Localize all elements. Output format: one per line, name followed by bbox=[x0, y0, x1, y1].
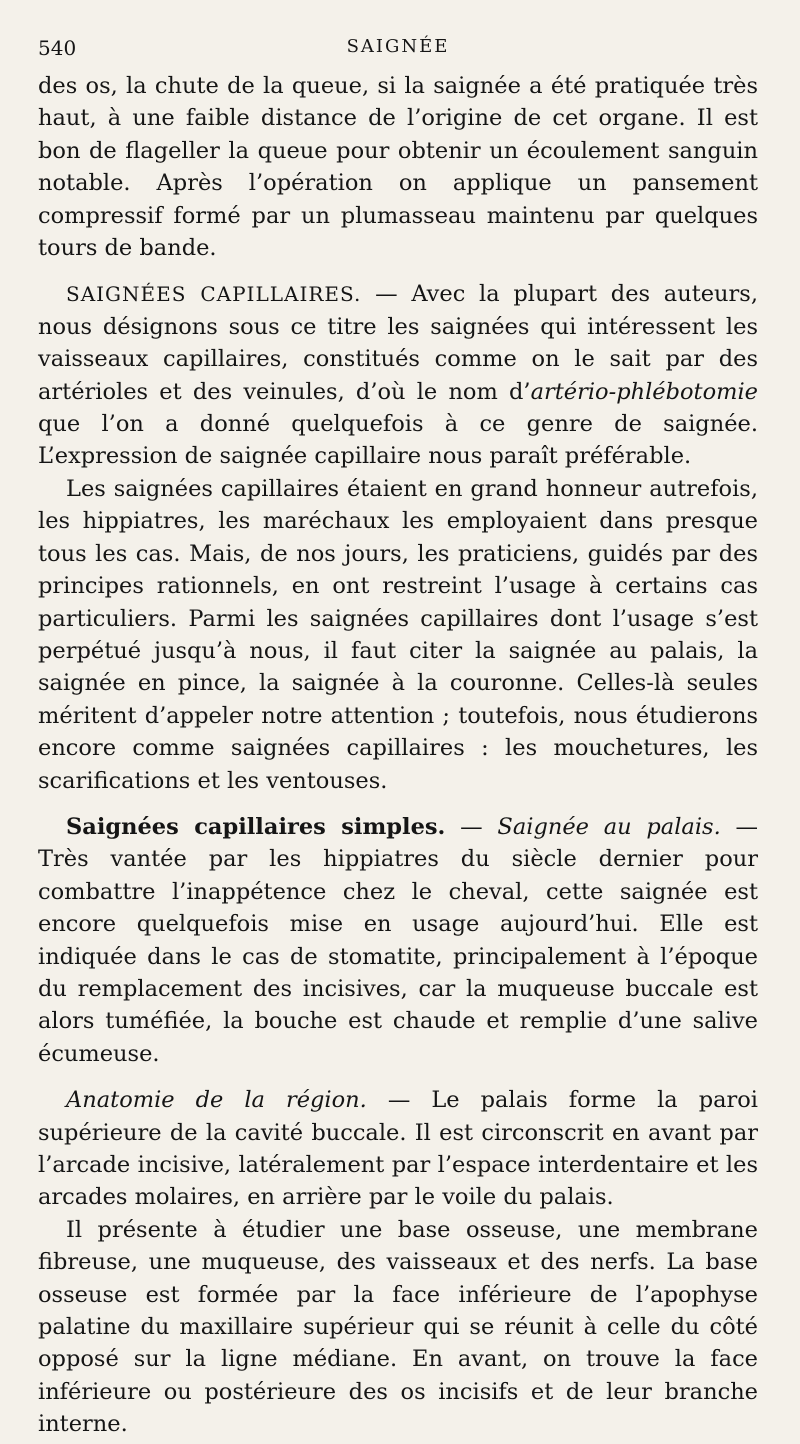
paragraph-text: — Avec la plupart des auteurs, nous désignons sous ce titre les saignées qui intéressent les vaisseaux capillaires, constitués comme on le sait par des artérioles et des veinules, d’où le nom d’ bbox=[38, 281, 758, 405]
subheading-saignee-au-palais: Saignée au palais. bbox=[497, 813, 721, 840]
paragraph-saignees-capillaires bbox=[38, 278, 758, 472]
running-title: SAIGNÉE bbox=[346, 36, 450, 57]
paragraph-saignee-au-palais bbox=[38, 811, 758, 1070]
paragraph-anatomie bbox=[38, 1084, 758, 1214]
section-heading-saignees-capillaires: SAIGNÉES CAPILLAIRES. bbox=[66, 282, 362, 307]
paragraph-text: que l’on a donné quelquefois à ce genre de saignée. L’expression de saignée capillaire nous paraît préférable. bbox=[38, 411, 758, 470]
running-head bbox=[38, 30, 758, 70]
paragraph-continuation: des os, la chute de la queue, si la saignée a été pratiquée très haut, à une faible distance de l’origine de cet organe. Il est bon de flageller la queue pour obtenir un écoulement sanguin notable. Après l’opération on applique un pansement compressif formé par un plumasseau maintenu par quelques tours de bande. bbox=[38, 73, 758, 262]
paragraph-base-osseuse: Il présente à étudier une base osseuse, une membrane fibreuse, une muqueuse, des vaisseaux et des nerfs. La base osseuse est formée par la face inférieure de l’apophyse palatine du maxillaire supérieur qui se réunit à celle du côté opposé sur la ligne médiane. En avant, on trouve la face inférieure ou postérieure des os incisifs et de leur branche interne. bbox=[38, 1216, 758, 1438]
body-text bbox=[38, 70, 758, 1441]
subheading-anatomie: Anatomie de la région. bbox=[66, 1087, 367, 1114]
section-heading-capillaires-simples: Saignées capillaires simples. bbox=[66, 813, 446, 840]
italic-term: artério-phlébotomie bbox=[530, 378, 758, 405]
paragraph-history: Les saignées capillaires étaient en grand honneur autrefois, les hippiatres, les maréchaux les employaient dans presque tous les cas. Mais, de nos jours, les praticiens, guidés par des principes rationnels, en ont restreint l’usage à certains cas particuliers. Parmi les saignées capillaires dont l’usage s’est perpétué jusqu’à nous, il faut citer la saignée au palais, la saignée en pince, la saignée à la couronne. Celles-là seules méritent d’appeler notre attention ; toutefois, nous étudierons encore comme saignées capillaires : les mouchetures, les scarifications et les ventouses. bbox=[38, 475, 758, 794]
paragraph-text: — Le palais forme la paroi supérieure de la cavité buccale. Il est circonscrit en avant par l’arcade incisive, latéralement par l’espace interdentaire et les arcades molaires, en arrière par le voile du palais. bbox=[38, 1087, 759, 1211]
dash: — bbox=[445, 813, 498, 840]
page-number: 540 bbox=[38, 36, 77, 60]
paragraph-text: — Très vantée par les hippiatres du siècle dernier pour combattre l’inappétence chez le cheval, cette saignée est encore quelquefois mise en usage aujourd’hui. Elle est indiquée dans le cas de stomatite, principalement à l’époque du remplacement des incisives, car la muqueuse buccale est alors tuméfiée, la bouche est chaude et remplie d’une salive écumeuse. bbox=[38, 813, 758, 1067]
